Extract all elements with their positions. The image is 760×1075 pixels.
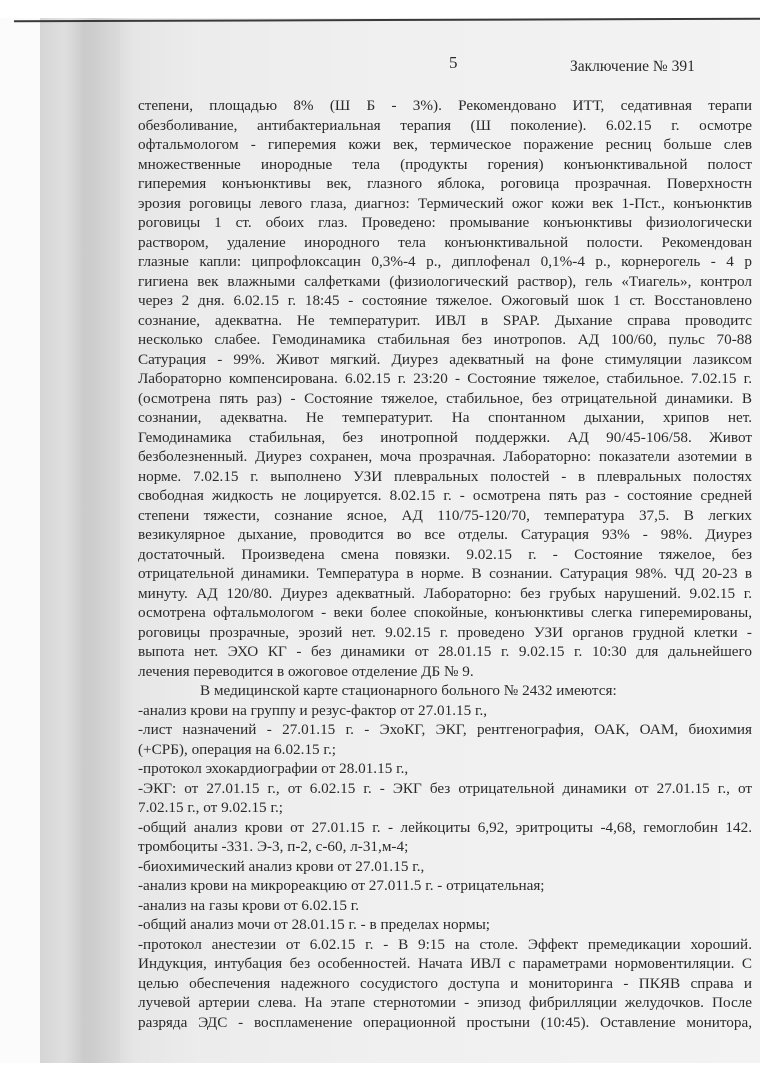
text-line: (осмотрена пять раз) - Состояние тяжелое, стабильное, без отрицательной динамики. В: [138, 389, 752, 407]
text-line: лечения переводится в ожоговое отделение ДБ № 9.: [138, 662, 474, 680]
text-line: везикулярное дыхание, проводится во все отделы. Сатурация 93% - 98%. Диурез: [138, 526, 752, 543]
record-item: -ЭКГ: от 27.01.15 г., от 6.02.15 г. - ЭКГ без отрицательной динамики от 27.01.15 г., от: [138, 779, 752, 797]
text-line: раствором, удаление инородного тела конъюнктивальной полости. Рекомендован: [138, 233, 752, 251]
record-item: -общий анализ мочи от 28.01.15 г. - в пределах нормы;: [138, 916, 491, 933]
text-line: безболезненный. Диурез сохранен, моча прозрачная. Лабораторно: показатели азотемии в: [138, 448, 752, 465]
text-line: отрицательной динамики. Температура в норме. В сознании. Сатурация 98%. ЧД 20-23 в: [138, 565, 752, 582]
record-item: -анализ крови на микрореакцию от 27.011.5 г. - отрицательная;: [138, 877, 545, 894]
text-line: обезболивание, антибактериальная терапия (Ш поколение). 6.02.15 г. осмотре: [138, 116, 752, 134]
text-line: осмотрена офтальмологом - веки более спокойные, конъюнктивы слегка гиперемированы,: [138, 604, 752, 621]
record-item: -анализ крови на группу и резус-фактор от 27.01.15 г.,: [138, 701, 488, 719]
text-line: Лабораторно компенсирована. 6.02.15 г. 23:20 - Состояние тяжелое, стабильное. 7.02.15 г.: [138, 370, 752, 387]
scan-shadow: [40, 22, 120, 1063]
text-line: несколько слабее. Гемодинамика стабильная без инотропов. АД 100/60, пульс 70-88: [138, 331, 752, 348]
record-item: тромбоциты -331. Э-3, п-2, с-60, л-31,м-4;: [138, 838, 409, 855]
record-item: (+СРБ), операция на 6.02.15 г.;: [138, 740, 336, 758]
text-line: сознании, адекватна. Не температурит. На спонтанном дыхании, хрипов нет.: [138, 409, 752, 426]
text-line: множественные инородные тела (продукты горения) конъюнктивальной полост: [138, 155, 752, 173]
text-line: Сатурация - 99%. Живот мягкий. Диурез адекватный на фоне стимуляции лазиксом: [138, 350, 752, 368]
record-item: Индукция, интубация без особенностей. Начата ИВЛ с параметрами нормовентиляции. С: [138, 955, 752, 972]
record-item: -протокол анестезии от 6.02.15 г. - В 9:15 на столе. Эффект премедикации хороший.: [138, 935, 752, 953]
record-item: целью обеспечения надежного сосудистого доступа и мониторинга - ПКЯВ справа и: [138, 974, 752, 992]
text-line: эрозия роговицы левого глаза, диагноз: Термический ожог кожи век 1-Пст., конъюнктив: [138, 194, 752, 212]
text-line: через 2 дня. 6.02.15 г. 18:45 - состояние тяжелое. Ожоговый шок 1 ст. Восстановлено: [138, 292, 752, 309]
record-item: -общий анализ крови от 27.01.15 г. - лейкоциты 6,92, эритроциты -4,68, гемоглобин 142.: [138, 818, 752, 836]
text-line: гиперемия конъюнктивы век, глазного яблока, роговица прозрачная. Поверхностн: [138, 175, 752, 192]
scan-margin: [0, 18, 40, 1063]
document-body: [138, 96, 752, 1032]
text-line: сознание, адекватна. Не температурит. ИВЛ в SPAP. Дыхание справа проводитс: [138, 311, 752, 329]
record-item: -анализ на газы крови от 6.02.15 г.: [138, 896, 360, 914]
record-item: -биохимический анализ крови от 27.01.15 г.,: [138, 857, 425, 875]
text-line: свободная жидкость не лоцируется. 8.02.15 г. - осмотрена пять раз - состояние средней: [138, 487, 752, 504]
text-line: Гемодинамика стабильная, без инотропной поддержки. АД 90/45-106/58. Живот: [138, 428, 752, 446]
text-line: глазные капли: ципрофлоксацин 0,3%-4 р., диплофенал 0,1%-4 р., корнерогель - 4 р: [138, 253, 752, 270]
record-item: лучевой артерии слева. На этапе стернотомии - эпизод фибрилляции желудочков. После: [138, 994, 752, 1011]
text-line: офтальмологом - гиперемия кожи век, термическое поражение ресниц больше слев: [138, 136, 752, 153]
text-line: роговицы 1 ст. обоих глаз. Проведено: промывание конъюнктивы физиологически: [138, 214, 752, 231]
page-number: 5: [449, 53, 458, 72]
document-reference: Заключение № 391: [570, 58, 695, 75]
text-line: норме. 7.02.15 г. выполнено УЗИ плевральных полостей - в плевральных полостях: [138, 467, 752, 485]
records-intro: В медицинской карте стационарного больного № 2432 имеются:: [200, 682, 617, 699]
record-item: разряда ЭДС - воспламенение операционной простыни (10:45). Оставление монитора,: [138, 1013, 752, 1031]
record-item: -протокол эхокардиографии от 28.01.15 г.,: [138, 760, 409, 777]
text-line: выпота нет. ЭХО КГ - без динамики от 28.01.15 г. 9.02.15 г. 10:30 для дальнейшего: [138, 643, 752, 660]
record-item: 7.02.15 г., от 9.02.15 г.;: [138, 799, 283, 816]
text-line: роговицы прозрачные, эрозий нет. 9.02.15 г. проведено УЗИ органов грудной клетки -: [138, 623, 752, 641]
record-item: -лист назначений - 27.01.15 г. - ЭхоКГ, ЭКГ, рентгенография, ОАК, ОАМ, биохимия: [138, 721, 752, 738]
scan-edge-line: [14, 18, 760, 23]
text-line: достаточный. Произведена смена повязки. 9.02.15 г. - Состояние тяжелое, без: [138, 545, 752, 563]
text-line: минуту. АД 120/80. Диурез адекватный. Лабораторно: без грубых нарушений. 9.02.15 г.: [138, 584, 752, 602]
text-line: степени, площадью 8% (Ш Б - 3%). Рекомендовано ИТТ, седативная терапи: [138, 97, 752, 114]
text-line: степени тяжести, сознание ясное, АД 110/75-120/70, температура 37,5. В легких: [138, 506, 752, 524]
text-line: гигиена век влажными салфетками (физиологический раствор), гель «Тиагель», контрол: [138, 272, 752, 290]
